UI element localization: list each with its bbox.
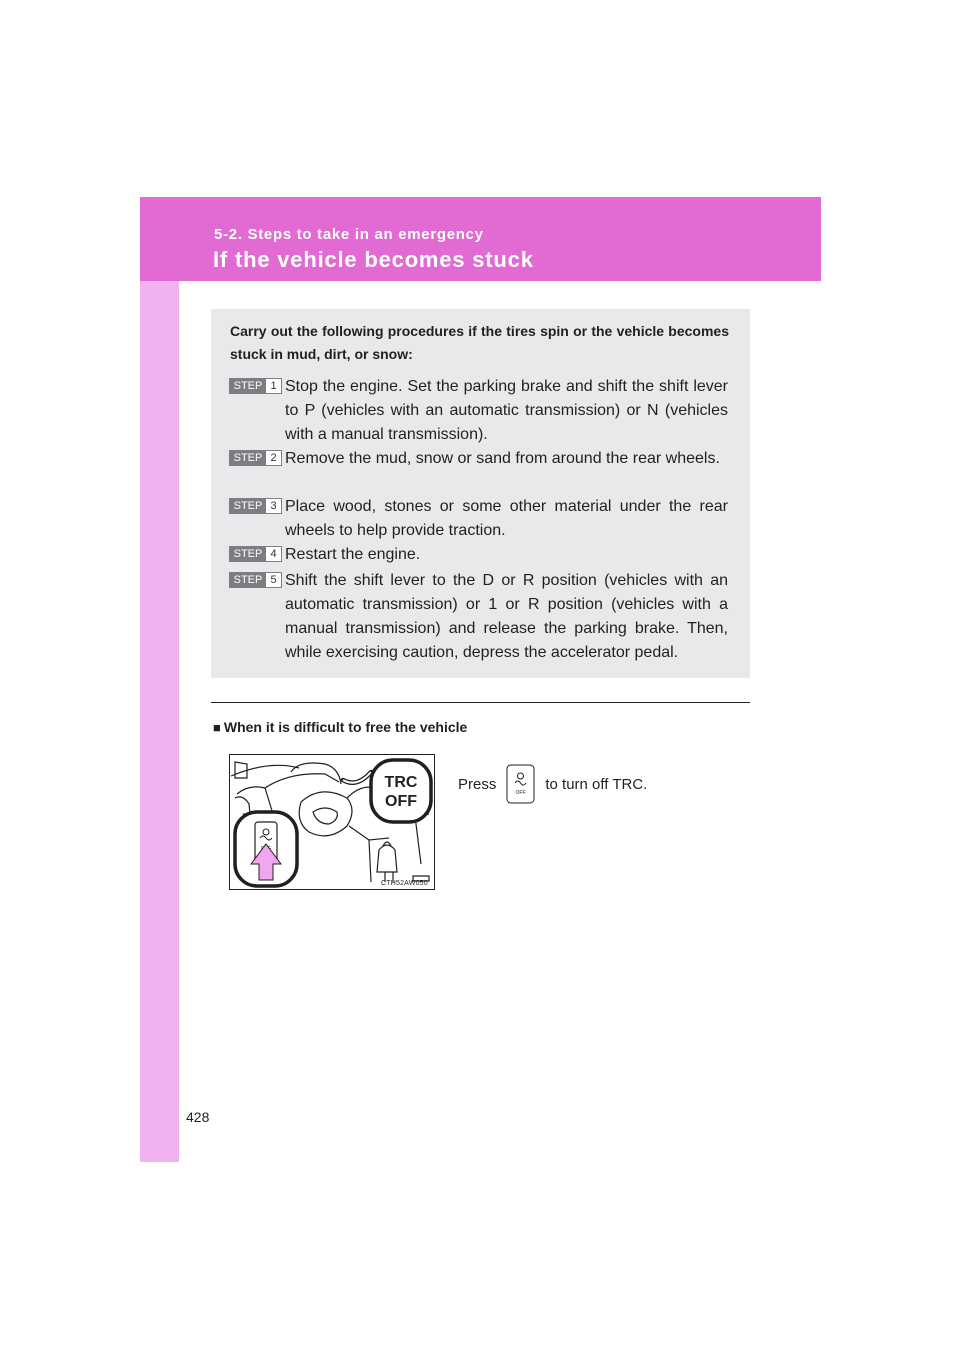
section-label: 5-2. Steps to take in an emergency: [214, 226, 484, 243]
press-instruction: [458, 766, 647, 802]
step-text: Shift the shift lever to the D or R position (vehicles with an automatic transmission) or 1 or R position (vehicles with a manual transmission) and release the parking brake. Then, while exercising caution, depress the accelerator pedal.: [285, 572, 728, 661]
step-badge: STEP 2: [229, 450, 282, 466]
trc-off-button-icon: [506, 764, 535, 804]
side-tab-band: [140, 281, 179, 1162]
page-title: If the vehicle becomes stuck: [213, 247, 534, 272]
press-text: Press: [458, 775, 497, 793]
step-badge: STEP 1: [229, 378, 282, 394]
button-off-caption: OFF: [515, 790, 526, 796]
dashboard-illustration: [229, 754, 435, 890]
callout-trc-label: TRC: [384, 774, 418, 791]
step-text: Place wood, stones or some other material under the rear wheels to help provide traction.: [285, 498, 728, 539]
page-number: 428: [186, 1109, 210, 1125]
figure-code: CTH52AW050: [381, 880, 428, 887]
note-heading: ■ When it is difficult to free the vehicle: [213, 719, 468, 735]
step-badge: STEP 5: [229, 572, 282, 588]
turn-off-text: to turn off TRC.: [545, 775, 648, 793]
section-divider: [211, 702, 750, 703]
step-badge: STEP 4: [229, 546, 282, 562]
callout-off-label: OFF: [385, 793, 417, 810]
procedure-intro: Carry out the following procedures if the tires spin or the vehicle becomes stuck in mud, dirt, or snow:: [230, 323, 729, 362]
step-badge: STEP 3: [229, 498, 282, 514]
step-text: Stop the engine. Set the parking brake and shift the shift lever to P (vehicles with an automatic transmission) or N (vehicles with a manual transmission).: [285, 378, 728, 443]
step-text: Restart the engine.: [285, 546, 421, 563]
step-text: Remove the mud, snow or sand from around the rear wheels.: [285, 450, 720, 467]
square-bullet-icon: ■: [213, 720, 221, 735]
